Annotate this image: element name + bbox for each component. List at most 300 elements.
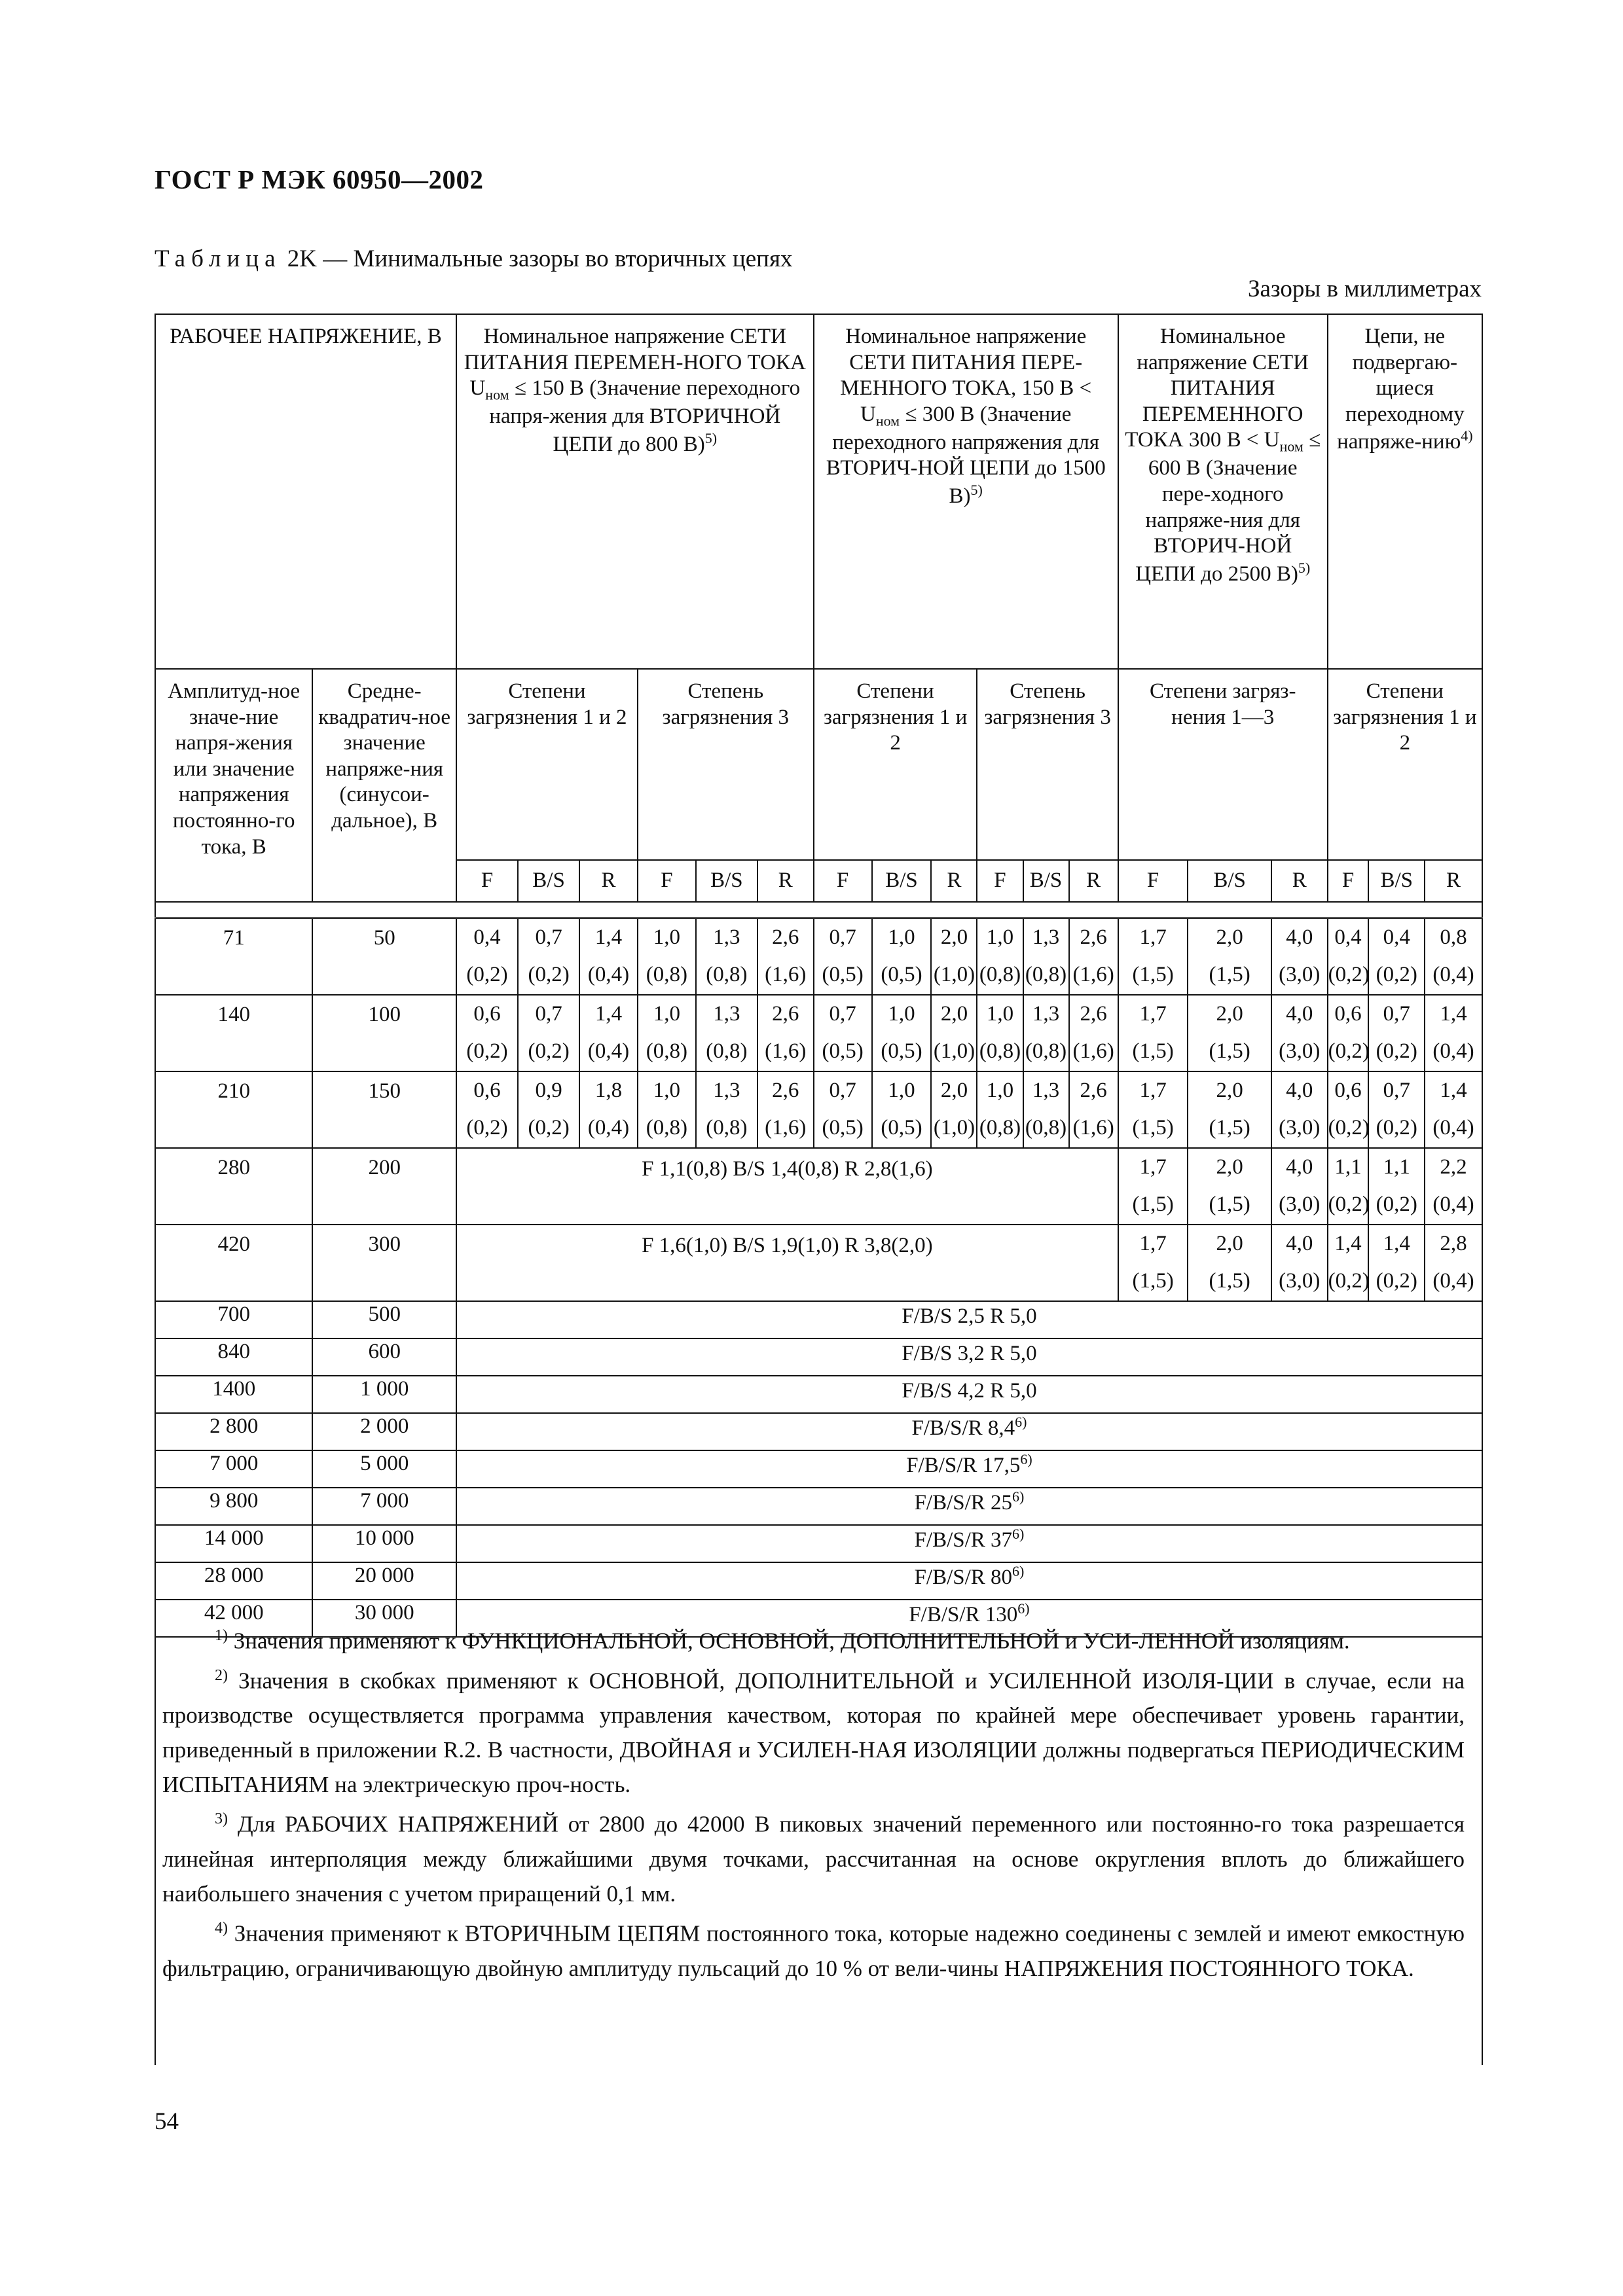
insulation-type-label: R (1271, 860, 1328, 902)
clearance-value: 2,0 (940, 925, 968, 949)
insulation-type-label: R (757, 860, 814, 902)
clearance-value: F/B/S/R 80 (914, 1566, 1013, 1589)
table-row (155, 918, 1482, 996)
clearance-cell (1425, 1071, 1482, 1148)
clearance-value: F/B/S 4,2 R 5,0 (902, 1379, 1037, 1403)
clearance-value: 2,0 (940, 1002, 968, 1026)
all-categories-clearance-cell (456, 1338, 1482, 1376)
clearance-value-qc: (0,8) (979, 963, 1021, 986)
footnotes-block (155, 1613, 1483, 2065)
clearance-value-qc: (0,2) (1328, 1193, 1370, 1216)
clearance-cell (977, 918, 1023, 996)
clearance-cell (579, 995, 638, 1071)
pollution-degree-1-2-a: Степени загрязнения 1 и 2 (456, 669, 638, 860)
clearance-value: 0,7 (1383, 1002, 1410, 1026)
table-row (155, 1562, 1482, 1600)
peak-voltage-cell: 1400 (155, 1376, 312, 1413)
insulation-type-label: F (1118, 860, 1188, 902)
table-row (155, 1301, 1482, 1338)
clearance-value: 1,7 (1139, 1155, 1167, 1179)
footnote-mark: 6) (1012, 1488, 1025, 1505)
clearance-cell (977, 995, 1023, 1071)
clearance-cell (1368, 1071, 1425, 1148)
table-row (155, 1413, 1482, 1450)
clearance-value: 1,7 (1139, 1232, 1167, 1255)
footnote-mark: 6) (1012, 1563, 1025, 1579)
clearance-cell (1271, 995, 1328, 1071)
clearance-value-qc: (0,2) (528, 963, 570, 986)
footnote-mark: 3) (215, 1810, 228, 1828)
clearance-cell (456, 995, 518, 1071)
clearance-cell (1368, 995, 1425, 1071)
clearance-value: 1,8 (594, 1079, 623, 1102)
footnote-text: Значения применяют к ФУНКЦИОНАЛЬНОЙ, ОСНОВНОЙ, ДОПОЛНИТЕЛЬНОЙ и УСИ-ЛЕННОЙ изоляциям. (228, 1628, 1350, 1654)
insulation-type-label: F (977, 860, 1023, 902)
rms-voltage-cell: 50 (312, 918, 456, 996)
clearance-value-qc: (1,5) (1209, 1269, 1250, 1293)
clearance-value: 0,6 (473, 1079, 501, 1102)
clearance-cell (1328, 1071, 1369, 1148)
clearance-value-qc: (0,8) (706, 963, 748, 986)
clearance-value-qc: (1,5) (1209, 1039, 1250, 1063)
clearance-value: 0,7 (535, 925, 562, 949)
clearance-cell (1368, 1148, 1425, 1225)
pollution-degree-3-a: Степень загрязнения 3 (638, 669, 814, 860)
rms-voltage-cell: 30 000 (312, 1600, 456, 1637)
clearance-value: 2,6 (1080, 1079, 1107, 1102)
clearance-value: 2,0 (1216, 925, 1243, 949)
insulation-type-label: B/S (1188, 860, 1271, 902)
clearance-value: 1,4 (1440, 1079, 1467, 1102)
table-row (155, 1450, 1482, 1488)
clearance-cell (1328, 918, 1369, 996)
clearance-value-qc: (1,0) (933, 1039, 976, 1063)
clearance-cell (518, 918, 579, 996)
clearance-value-qc: (1,6) (765, 963, 807, 986)
rms-voltage-cell: 10 000 (312, 1525, 456, 1562)
insulation-type-label: F (814, 860, 872, 902)
clearance-value-qc: (0,5) (822, 1116, 864, 1139)
clearance-value: 1,4 (1440, 1002, 1467, 1026)
caption-prefix: Таблица (155, 245, 282, 272)
clearance-value-qc: (0,5) (881, 963, 922, 986)
units-note: Зазоры в миллиметрах (1247, 276, 1482, 302)
clearance-cell (638, 1071, 696, 1148)
clearance-value-qc: (0,2) (1376, 1269, 1417, 1293)
page-number: 54 (155, 2108, 179, 2135)
clearance-value-qc: (0,4) (1432, 1116, 1474, 1139)
clearance-cell (931, 918, 977, 996)
peak-voltage-cell: 420 (155, 1225, 312, 1301)
clearance-value: 4,0 (1286, 1155, 1313, 1179)
all-categories-clearance-cell (456, 1450, 1482, 1488)
table-row (155, 1071, 1482, 1148)
clearance-value-qc: (1,0) (933, 963, 976, 986)
clearance-cell (1118, 1071, 1188, 1148)
clearance-value: 1,0 (986, 1002, 1014, 1026)
footnote-mark: 6) (1012, 1526, 1025, 1542)
footnote-mark: 6) (1015, 1414, 1027, 1430)
peak-voltage-cell: 280 (155, 1148, 312, 1225)
clearance-value-qc: (0,4) (1432, 1039, 1474, 1063)
clearance-cell (757, 995, 814, 1071)
clearance-cell (696, 995, 757, 1071)
pollution-degree-3-b: Степень загрязнения 3 (977, 669, 1118, 860)
rms-voltage-cell: 1 000 (312, 1376, 456, 1413)
clearance-value: 1,7 (1139, 1002, 1167, 1026)
clearance-cell (1188, 1148, 1271, 1225)
peak-voltage-cell: 71 (155, 918, 312, 996)
peak-voltage-cell: 9 800 (155, 1488, 312, 1525)
peak-voltage-cell: 2 800 (155, 1413, 312, 1450)
clearance-value-qc: (0,8) (979, 1116, 1021, 1139)
clearance-value: 1,4 (594, 925, 623, 949)
clearance-cell (1118, 1225, 1188, 1301)
clearance-cell (456, 1071, 518, 1148)
clearance-value: 2,0 (1216, 1232, 1243, 1255)
clearance-value: 1,1 (1383, 1155, 1410, 1179)
table-row (155, 1338, 1482, 1376)
clearance-cell (757, 918, 814, 996)
clearance-value-qc: (0,8) (1025, 1039, 1067, 1063)
clearance-value: 0,9 (535, 1079, 562, 1102)
clearance-cell (872, 1071, 932, 1148)
peak-voltage-cell: 700 (155, 1301, 312, 1338)
group-header-150v: Номинальное напряжение СЕТИ ПИТАНИЯ ПЕРЕМЕН-НОГО ТОКА $U_{ном} \le 150$ В (Значение переходного напря-жения для ВТОРИЧНОЙ ЦЕПИ до 800 В)$^{5)}$ (456, 314, 814, 669)
clearance-value: 1,0 (653, 1002, 680, 1026)
clearance-cell (1328, 1148, 1369, 1225)
clearance-cell (638, 995, 696, 1071)
clearance-value-qc: (1,5) (1132, 963, 1174, 986)
header-separator (155, 902, 1482, 918)
clearance-value: 0,6 (1334, 1079, 1362, 1102)
clearance-value-qc: (0,2) (1328, 1116, 1370, 1139)
peak-voltage-cell: 42 000 (155, 1600, 312, 1637)
clearance-value: 0,4 (1383, 925, 1410, 949)
clearance-value: 1,3 (1032, 1002, 1060, 1026)
clearance-cell (757, 1071, 814, 1148)
clearance-value-qc: (0,5) (881, 1039, 922, 1063)
clearance-value: 4,0 (1286, 925, 1313, 949)
clearance-value-qc: (0,2) (466, 1116, 508, 1139)
clearance-value-qc: (0,4) (587, 1116, 630, 1139)
clearance-cell (872, 995, 932, 1071)
rms-voltage-cell: 150 (312, 1071, 456, 1148)
clearance-cell (1188, 995, 1271, 1071)
clearance-value-qc: (1,0) (933, 1116, 976, 1139)
group-header-300v: Номинальное напряжение СЕТИ ПИТАНИЯ ПЕРЕ-МЕННОГО ТОКА, 150 $В < U_{ном} \le 300$ В (Значение переходного напряжения для ВТОРИЧ-НОЙ ЦЕПИ до 1500 В)$^{5)}$ (814, 314, 1118, 669)
clearance-value: F/B/S/R 25 (914, 1491, 1013, 1515)
clearance-cell (814, 918, 872, 996)
insulation-type-label: R (1425, 860, 1482, 902)
clearance-cell (1328, 1225, 1369, 1301)
clearance-cell (1188, 1071, 1271, 1148)
clearance-cell (1118, 995, 1188, 1071)
footnote-text: Для РАБОЧИХ НАПРЯЖЕНИЙ от 2800 до 42000 В пиковых значений переменного или постоянно-го тока разрешается линейная интерполяция между ближайшими двумя точками, рассчитанная на основе округления вплоть до ближайшего наибольшего значения с учетом приращений 0,1 мм. (162, 1811, 1465, 1907)
clearance-value: 1,3 (713, 1002, 740, 1026)
all-categories-clearance-cell (456, 1525, 1482, 1562)
clearance-value: 1,3 (1032, 1079, 1060, 1102)
clearance-value: 1,7 (1139, 1079, 1167, 1102)
all-categories-clearance-cell (456, 1488, 1482, 1525)
clearance-value: F/B/S 3,2 R 5,0 (902, 1342, 1037, 1365)
clearance-value-qc: (0,2) (1376, 1039, 1417, 1063)
clearance-cell (814, 995, 872, 1071)
clearance-value: 2,6 (1080, 1002, 1107, 1026)
clearance-value-qc: (0,2) (1328, 1039, 1370, 1063)
clearance-value-qc: (0,4) (1432, 1193, 1474, 1216)
clearance-cell (1069, 995, 1118, 1071)
pollution-degree-1-3: Степени загряз-нения 1—3 (1118, 669, 1328, 860)
footnote-mark: 2) (215, 1666, 228, 1684)
group-header-no-transient: Цепи, не подвергаю-щиеся переходному напряже-нию$^{4)}$ (1328, 314, 1482, 669)
group-header-600v: Номинальное напряжение СЕТИ ПИТАНИЯ ПЕРЕМЕННОГО ТОКА 300 $В < U_{ном} \le 600$ В (Значение пере-ходного напряже-ния для ВТОРИЧ-НОЙ ЦЕПИ до 2500 В)$^{5)}$ (1118, 314, 1328, 669)
clearance-value: F/B/S/R 130 (909, 1603, 1018, 1626)
clearance-value-qc: (0,4) (587, 963, 630, 986)
clearance-value: F/B/S/R 17,5 (906, 1454, 1021, 1477)
table-row (155, 1525, 1482, 1562)
clearance-value-qc: (0,4) (1432, 1269, 1474, 1293)
insulation-type-label: B/S (1368, 860, 1425, 902)
clearance-value: 0,7 (1383, 1079, 1410, 1102)
header-gap-row (155, 902, 1482, 918)
rms-voltage-header: Средне-квадратич-ное значение напряже-ния (синусои-дальное), В (312, 669, 456, 902)
clearance-value: 4,0 (1286, 1002, 1313, 1026)
clearance-value: 0,7 (829, 1079, 856, 1102)
clearance-cell (931, 995, 977, 1071)
table-row (155, 1376, 1482, 1413)
clearance-value: 2,6 (772, 925, 799, 949)
clearance-value-qc: (3,0) (1279, 1116, 1321, 1139)
clearance-value-qc: (0,8) (646, 1039, 687, 1063)
insulation-type-label: F (1328, 860, 1369, 902)
footnote (162, 1911, 1465, 1986)
clearance-value-qc: (0,8) (1025, 1116, 1067, 1139)
clearance-value-qc: (3,0) (1279, 1269, 1321, 1293)
insulation-type-label: R (1069, 860, 1118, 902)
clearance-value: 0,6 (473, 1002, 501, 1026)
peak-voltage-cell: 7 000 (155, 1450, 312, 1488)
rms-voltage-cell: 7 000 (312, 1488, 456, 1525)
clearance-value: 1,3 (713, 1079, 740, 1102)
clearance-cell (579, 918, 638, 996)
clearance-cell (1023, 1071, 1069, 1148)
clearance-value: F/B/S 2,5 R 5,0 (902, 1304, 1037, 1328)
clearance-cell (1188, 1225, 1271, 1301)
clearance-value-qc: (0,2) (528, 1039, 570, 1063)
clearance-value: 1,4 (594, 1002, 623, 1026)
footnote-text: Значения в скобках применяют к ОСНОВНОЙ, ДОПОЛНИТЕЛЬНОЙ и УСИЛЕННОЙ ИЗОЛЯ-ЦИИ в случае, если на производстве осуществляется программа управления качеством, которая по крайней мере обеспечивает уровень гарантии, приведенный в приложении R.2. В частности, ДВОЙНАЯ и УСИЛЕН-НАЯ ИЗОЛЯЦИИ должны подвергаться ПЕРИОДИЧЕСКИМ ИСПЫТАНИЯМ на электрическую проч-ность. (162, 1668, 1465, 1798)
clearance-cell (579, 1071, 638, 1148)
clearance-value-qc: (0,2) (1328, 963, 1370, 986)
clearance-value-qc: (0,8) (706, 1116, 748, 1139)
clearance-value: 2,2 (1440, 1155, 1467, 1179)
clearance-value-qc: (0,2) (466, 1039, 508, 1063)
clearance-value-qc: (0,4) (1432, 963, 1474, 986)
clearance-value-qc: (1,5) (1132, 1193, 1174, 1216)
caption-rest: 2K — Минимальные зазоры во вторичных цепях (281, 245, 793, 272)
clearance-cell (1425, 995, 1482, 1071)
footnote-mark: 1) (215, 1627, 228, 1644)
clearance-cell (1425, 918, 1482, 996)
peak-voltage-cell: 210 (155, 1071, 312, 1148)
clearance-value-qc: (0,4) (587, 1039, 630, 1063)
clearance-value: 0,7 (535, 1002, 562, 1026)
table-row (155, 1225, 1482, 1301)
clearance-value-qc: (0,8) (646, 1116, 687, 1139)
table-caption (155, 245, 792, 273)
clearance-value: 1,0 (986, 925, 1014, 949)
clearance-value: 0,4 (473, 925, 501, 949)
clearance-cell (1023, 918, 1069, 996)
footnote (162, 1619, 1465, 1659)
all-categories-clearance-cell (456, 1376, 1482, 1413)
insulation-type-label: F (456, 860, 518, 902)
clearance-cell (1328, 995, 1369, 1071)
clearance-value: 4,0 (1286, 1079, 1313, 1102)
table-row (155, 995, 1482, 1071)
rms-voltage-cell: 20 000 (312, 1562, 456, 1600)
clearance-value-qc: (0,2) (1376, 1193, 1417, 1216)
document-header: ГОСТ Р МЭК 60950—2002 (155, 164, 484, 194)
rms-voltage-cell: 200 (312, 1148, 456, 1225)
all-categories-clearance-cell (456, 1413, 1482, 1450)
clearance-cell (814, 1071, 872, 1148)
clearance-value: 2,0 (1216, 1002, 1243, 1026)
clearance-value-qc: (0,2) (1376, 963, 1417, 986)
clearance-value-qc: (1,5) (1209, 1116, 1250, 1139)
footnote-text: Значения применяют к ВТОРИЧНЫМ ЦЕПЯМ постоянного тока, которые надежно соединены с землей и имеют емкостную фильтрацию, ограничивающую двойную амплитуду пульсаций до 10 % от вели-чины НАПРЯЖЕНИЯ ПОСТОЯННОГО ТОКА. (162, 1920, 1465, 1981)
clearance-cell (1069, 1071, 1118, 1148)
footnote-mark: 6) (1020, 1451, 1032, 1467)
clearance-value: 1,1 (1334, 1155, 1362, 1179)
peak-voltage-cell: 840 (155, 1338, 312, 1376)
clearance-value: 1,0 (888, 925, 915, 949)
header-row-middle (155, 669, 1482, 860)
clearance-cell (518, 1071, 579, 1148)
clearance-cell (696, 918, 757, 996)
clearance-cell (638, 918, 696, 996)
clearance-value-qc: (0,8) (646, 963, 687, 986)
clearance-value: 1,0 (653, 925, 680, 949)
clearance-cell (1271, 1071, 1328, 1148)
clearance-value-qc: (0,2) (1376, 1116, 1417, 1139)
footnote-mark: 4) (215, 1919, 228, 1937)
clearance-value: 1,3 (713, 925, 740, 949)
insulation-type-label: B/S (696, 860, 757, 902)
clearance-value: 1,0 (888, 1079, 915, 1102)
clearance-value-qc: (1,5) (1132, 1269, 1174, 1293)
rms-voltage-cell: 500 (312, 1301, 456, 1338)
clearance-cell (872, 918, 932, 996)
clearance-value: 0,4 (1334, 925, 1362, 949)
clearance-value-qc: (0,2) (528, 1116, 570, 1139)
clearance-cell (696, 1071, 757, 1148)
clearance-value-qc: (3,0) (1279, 1039, 1321, 1063)
insulation-type-label: B/S (872, 860, 932, 902)
peak-voltage-cell: 28 000 (155, 1562, 312, 1600)
clearance-value: 1,0 (888, 1002, 915, 1026)
clearance-value-qc: (1,6) (1072, 963, 1114, 986)
clearance-value: 2,0 (940, 1079, 968, 1102)
insulation-type-label: R (579, 860, 638, 902)
rms-voltage-cell: 100 (312, 995, 456, 1071)
peak-voltage-header: Амплитуд-ное значе-ние напря-жения или значение напряжения постоянно-го тока, В (155, 669, 312, 902)
clearance-value: 2,6 (772, 1079, 799, 1102)
merged-clearance-cell: F 1,1(0,8) B/S 1,4(0,8) R 2,8(1,6) (456, 1148, 1118, 1225)
clearance-cell (1368, 1225, 1425, 1301)
clearance-value-qc: (0,5) (822, 1039, 864, 1063)
insulation-type-label: F (638, 860, 696, 902)
clearance-value-qc: (1,6) (1072, 1116, 1114, 1139)
header-row-top (155, 314, 1482, 669)
clearance-value: 2,0 (1216, 1155, 1243, 1179)
clearance-value-qc: (1,5) (1132, 1039, 1174, 1063)
pollution-degree-1-2-b: Степени загрязнения 1 и 2 (814, 669, 977, 860)
clearance-cell (1188, 918, 1271, 996)
clearance-value: 0,6 (1334, 1002, 1362, 1026)
all-categories-clearance-cell (456, 1562, 1482, 1600)
peak-voltage-cell: 140 (155, 995, 312, 1071)
footnote (162, 1802, 1465, 1911)
clearance-value-qc: (3,0) (1279, 963, 1321, 986)
insulation-type-label: R (931, 860, 977, 902)
clearance-value-qc: (0,8) (1025, 963, 1067, 986)
clearance-value: F/B/S/R 37 (914, 1528, 1013, 1552)
working-voltage-header: РАБОЧЕЕ НАПРЯЖЕНИЕ, В (155, 314, 456, 669)
rms-voltage-cell: 2 000 (312, 1413, 456, 1450)
clearance-value: 1,4 (1383, 1232, 1410, 1255)
clearance-cell (456, 918, 518, 996)
clearance-value-qc: (1,6) (1072, 1039, 1114, 1063)
clearance-value: 1,7 (1139, 925, 1167, 949)
clearance-cell (977, 1071, 1023, 1148)
clearance-value-qc: (0,2) (1328, 1269, 1370, 1293)
clearance-value-qc: (0,8) (706, 1039, 748, 1063)
clearance-value: 2,6 (772, 1002, 799, 1026)
clearance-value-qc: (0,5) (822, 963, 864, 986)
merged-clearance-cell: F 1,6(1,0) B/S 1,9(1,0) R 3,8(2,0) (456, 1225, 1118, 1301)
clearance-cell (1271, 1225, 1328, 1301)
clearance-value: 0,8 (1440, 925, 1467, 949)
clearance-value-qc: (0,2) (466, 963, 508, 986)
rms-voltage-cell: 5 000 (312, 1450, 456, 1488)
footnote (162, 1659, 1465, 1803)
clearance-cell (1069, 918, 1118, 996)
insulation-type-label: B/S (518, 860, 579, 902)
clearance-cell (1425, 1148, 1482, 1225)
all-categories-clearance-cell (456, 1301, 1482, 1338)
clearance-cell (931, 1071, 977, 1148)
table-row (155, 1148, 1482, 1225)
clearance-value-qc: (1,6) (765, 1039, 807, 1063)
clearance-value: 1,3 (1032, 925, 1060, 949)
clearance-cell (1368, 918, 1425, 996)
clearance-cell (1118, 1148, 1188, 1225)
clearance-cell (1425, 1225, 1482, 1301)
peak-voltage-cell: 14 000 (155, 1525, 312, 1562)
clearance-value-qc: (1,5) (1209, 1193, 1250, 1216)
clearance-value-qc: (0,8) (979, 1039, 1021, 1063)
clearance-cell (518, 995, 579, 1071)
clearance-value-qc: (3,0) (1279, 1193, 1321, 1216)
clearance-table (155, 314, 1483, 1638)
clearance-value: 0,7 (829, 1002, 856, 1026)
clearance-value: 4,0 (1286, 1232, 1313, 1255)
table-row (155, 1488, 1482, 1525)
pollution-degree-1-2-c: Степени загрязнения 1 и 2 (1328, 669, 1482, 860)
clearance-value-qc: (1,6) (765, 1116, 807, 1139)
